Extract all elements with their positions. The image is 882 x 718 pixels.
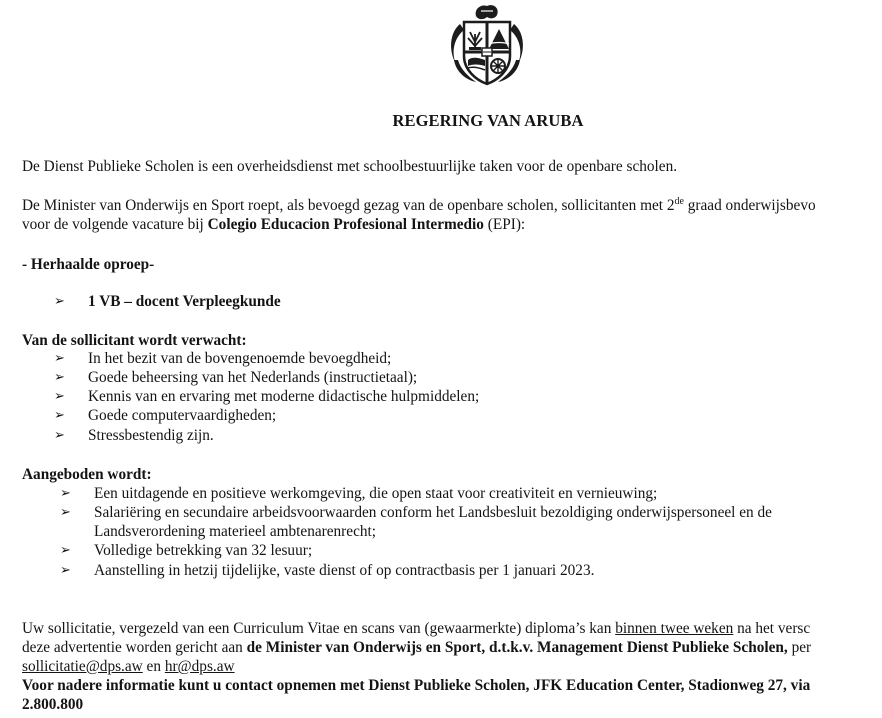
offered-item-text: Salariëring en secundaire arbeidsvoorwaarden conform het Landsbesluit bezoldiging onderwijspersoneel en de — [94, 504, 772, 521]
offered-item-text: Aanstelling in hetzij tijdelijke, vaste dienst of op contractbasis per 1 januari 2023. — [94, 562, 595, 579]
vacancy-title: 1 VB – docent Verpleegkunde — [88, 293, 281, 310]
repeat-call-label: - Herhaalde oproep- — [22, 256, 155, 273]
application-text-2: deze advertentie worden gericht aan — [22, 639, 247, 656]
arrowhead-bullet-icon: ➢ — [60, 563, 71, 578]
minister-paragraph-line-1 — [22, 196, 816, 215]
contact-line-2: 2.800.800 — [22, 696, 84, 713]
email-line — [22, 657, 235, 676]
expected-item-text: Goede beheersing van het Nederlands (instructietaal); — [88, 369, 418, 386]
ordinal-superscript: de — [674, 196, 684, 207]
offered-heading: Aangeboden wordt: — [22, 466, 152, 483]
arrowhead-bullet-icon: ➢ — [54, 351, 65, 366]
arrowhead-bullet-icon: ➢ — [54, 428, 65, 443]
minister-text-cont: graad onderwijsbevo — [683, 197, 816, 214]
intro-paragraph: De Dienst Publieke Scholen is een overheidsdienst met schoolbestuurlijke taken voor de openbare scholen. — [22, 158, 678, 175]
minister-paragraph-line-2 — [22, 215, 525, 234]
expected-item-text: Goede computervaardigheden; — [88, 407, 277, 424]
application-line-2 — [22, 638, 811, 657]
minister-text: De Minister van Onderwijs en Sport roept, als bevoegd gezag van de openbare scholen, sollicitanten met 2 — [22, 197, 675, 214]
school-abbreviation: (EPI): — [483, 216, 526, 233]
minister-text-2: voor de volgende vacature bij — [22, 216, 208, 233]
application-text-2-cont: per — [787, 639, 812, 656]
expected-item-text: Stressbestendig zijn. — [88, 427, 214, 444]
application-line-1 — [22, 619, 810, 638]
application-text: Uw sollicitatie, vergezeld van een Curriculum Vitae en scans van (gewaarmerkte) diploma’s kan — [22, 620, 616, 637]
email-link-sollicitatie[interactable]: sollicitatie@dps.aw — [22, 658, 143, 675]
arrowhead-bullet-icon: ➢ — [54, 389, 65, 404]
school-name: Colegio Educacion Profesional Intermedio — [207, 216, 484, 233]
addressee: de Minister van Onderwijs en Sport, d.t.k.v. Management Dienst Publieke Scholen, — [246, 639, 788, 656]
arrowhead-bullet-icon: ➢ — [54, 294, 65, 309]
email-join: en — [142, 658, 165, 675]
email-link-hr[interactable]: hr@dps.aw — [164, 658, 235, 675]
offered-item-text-cont: Landsverordening materieel ambtenarenrecht; — [94, 523, 377, 540]
contact-line-1: Voor nadere informatie kunt u contact opnemen met Dienst Publieke Scholen, JFK Education Center, Stadionweg 27, via — [22, 677, 811, 694]
aruba-coat-of-arms-icon — [446, 2, 528, 88]
page-title: REGERING VAN ARUBA — [392, 111, 584, 130]
expected-heading: Van de sollicitant wordt verwacht: — [22, 332, 247, 349]
deadline-text: binnen twee weken — [615, 620, 734, 637]
expected-item-text: In het bezit van de bovengenoemde bevoegdheid; — [88, 350, 392, 367]
arrowhead-bullet-icon: ➢ — [54, 370, 65, 385]
arrowhead-bullet-icon: ➢ — [54, 408, 65, 423]
arrowhead-bullet-icon: ➢ — [60, 505, 71, 520]
offered-item-text: Volledige betrekking van 32 lesuur; — [94, 542, 313, 559]
offered-item-text: Een uitdagende en positieve werkomgeving, die open staat voor creativiteit en vernieuwing; — [94, 485, 658, 502]
expected-item-text: Kennis van en ervaring met moderne didactische hulpmiddelen; — [88, 388, 480, 405]
arrowhead-bullet-icon: ➢ — [60, 543, 71, 558]
arrowhead-bullet-icon: ➢ — [60, 486, 71, 501]
application-text-cont: na het versc — [733, 620, 811, 637]
